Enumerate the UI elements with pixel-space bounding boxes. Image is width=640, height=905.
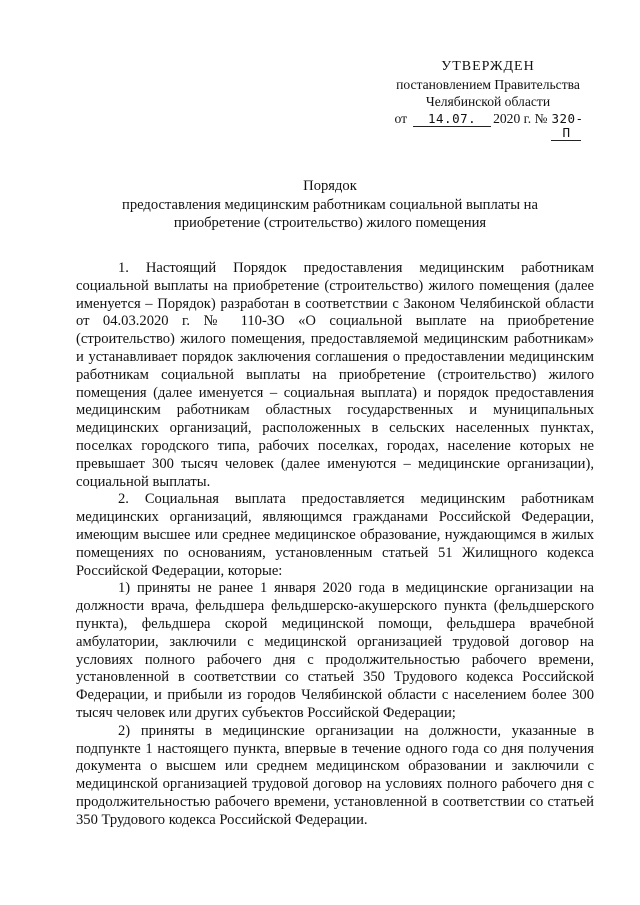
approval-block [372,58,604,141]
paragraph-2: 2. Социальная выплата предоставляется медицинским работникам медицинских организаций, являющимся гражданами Российской Федерации, имеющим высшее или среднее медицинское образование, нуждающимся в жилых помещениях по основаниям, установленным статьей 51 Жилищного кодекса Российской Федерации, которые: [76,491,594,579]
approval-year-text: 2020 г. № [493,111,548,126]
paragraph-1: 1. Настоящий Порядок предоставления медицинским работникам социальной выплаты на приобретение (строительство) жилого помещения (далее именуется – Порядок) разработан в соответствии с Законом Челябинской области от 04.03.2020 г. № 110-ЗО «О социальной выплате на приобретение (строительство) жилого помещения, предоставляемой медицинским работникам» и устанавливает порядок заключения соглашения о предоставлении медицинским работникам социальной выплаты на приобретение (строительство) жилого помещения (далее именуется – социальная выплата) и порядок предоставления медицинским работникам областных государственных и муниципальных медицинских организаций, расположенных в сельских населенных пунктах, поселках городского типа, рабочих поселках, городах, население которых не превышает 300 тысяч человек (далее именуются – медицинские организации), социальной выплаты. [76,260,594,490]
title-line-3: приобретение (строительство) жилого помещения [173,215,487,231]
approval-number-handwritten: 320-П [551,111,584,140]
approval-line-1: постановлением Правительства [396,77,580,92]
approval-from-prefix: от [394,111,408,126]
title-line-1: Порядок [303,178,357,194]
document-title [70,177,590,233]
paragraph-2-item-2: 2) приняты в медицинские организации на должности, указанные в подпункте 1 настоящего пункта, впервые в течение одного года со дня получения документа о высшем или среднем медицинском образовании и заключили с медицинской организацией трудовой договор на условиях полного рабочего дня с продолжительностью рабочего времени, установленной в соответствии со статьей 350 Трудового кодекса Российской Федерации. [76,722,594,828]
title-line-2: предоставления медицинским работникам социальной выплаты на [122,196,538,213]
approval-heading: УТВЕРЖДЕН [441,59,535,74]
paragraph-2-item-1: 1) приняты не ранее 1 января 2020 года в медицинские организации на должности врача, фельдшера фельдшерско-акушерского пункта (фельдшерского пункта), фельдшера скорой медицинской помощи, фельдшера врачебной амбулатории, заключили с медицинской организацией трудовой договор на условиях полного рабочего дня с продолжительностью рабочего времени, установленной в соответствии со статьей 350 Трудового кодекса Российской Федерации, и прибыли из городов Челябинской области с населением более 300 тысяч человек или других субъектов Российской Федерации; [76,580,594,721]
approval-date-handwritten: 14.07. [413,112,491,127]
approval-date-line [372,110,604,141]
document-body [76,260,594,830]
approval-line-2: Челябинской области [425,94,551,109]
